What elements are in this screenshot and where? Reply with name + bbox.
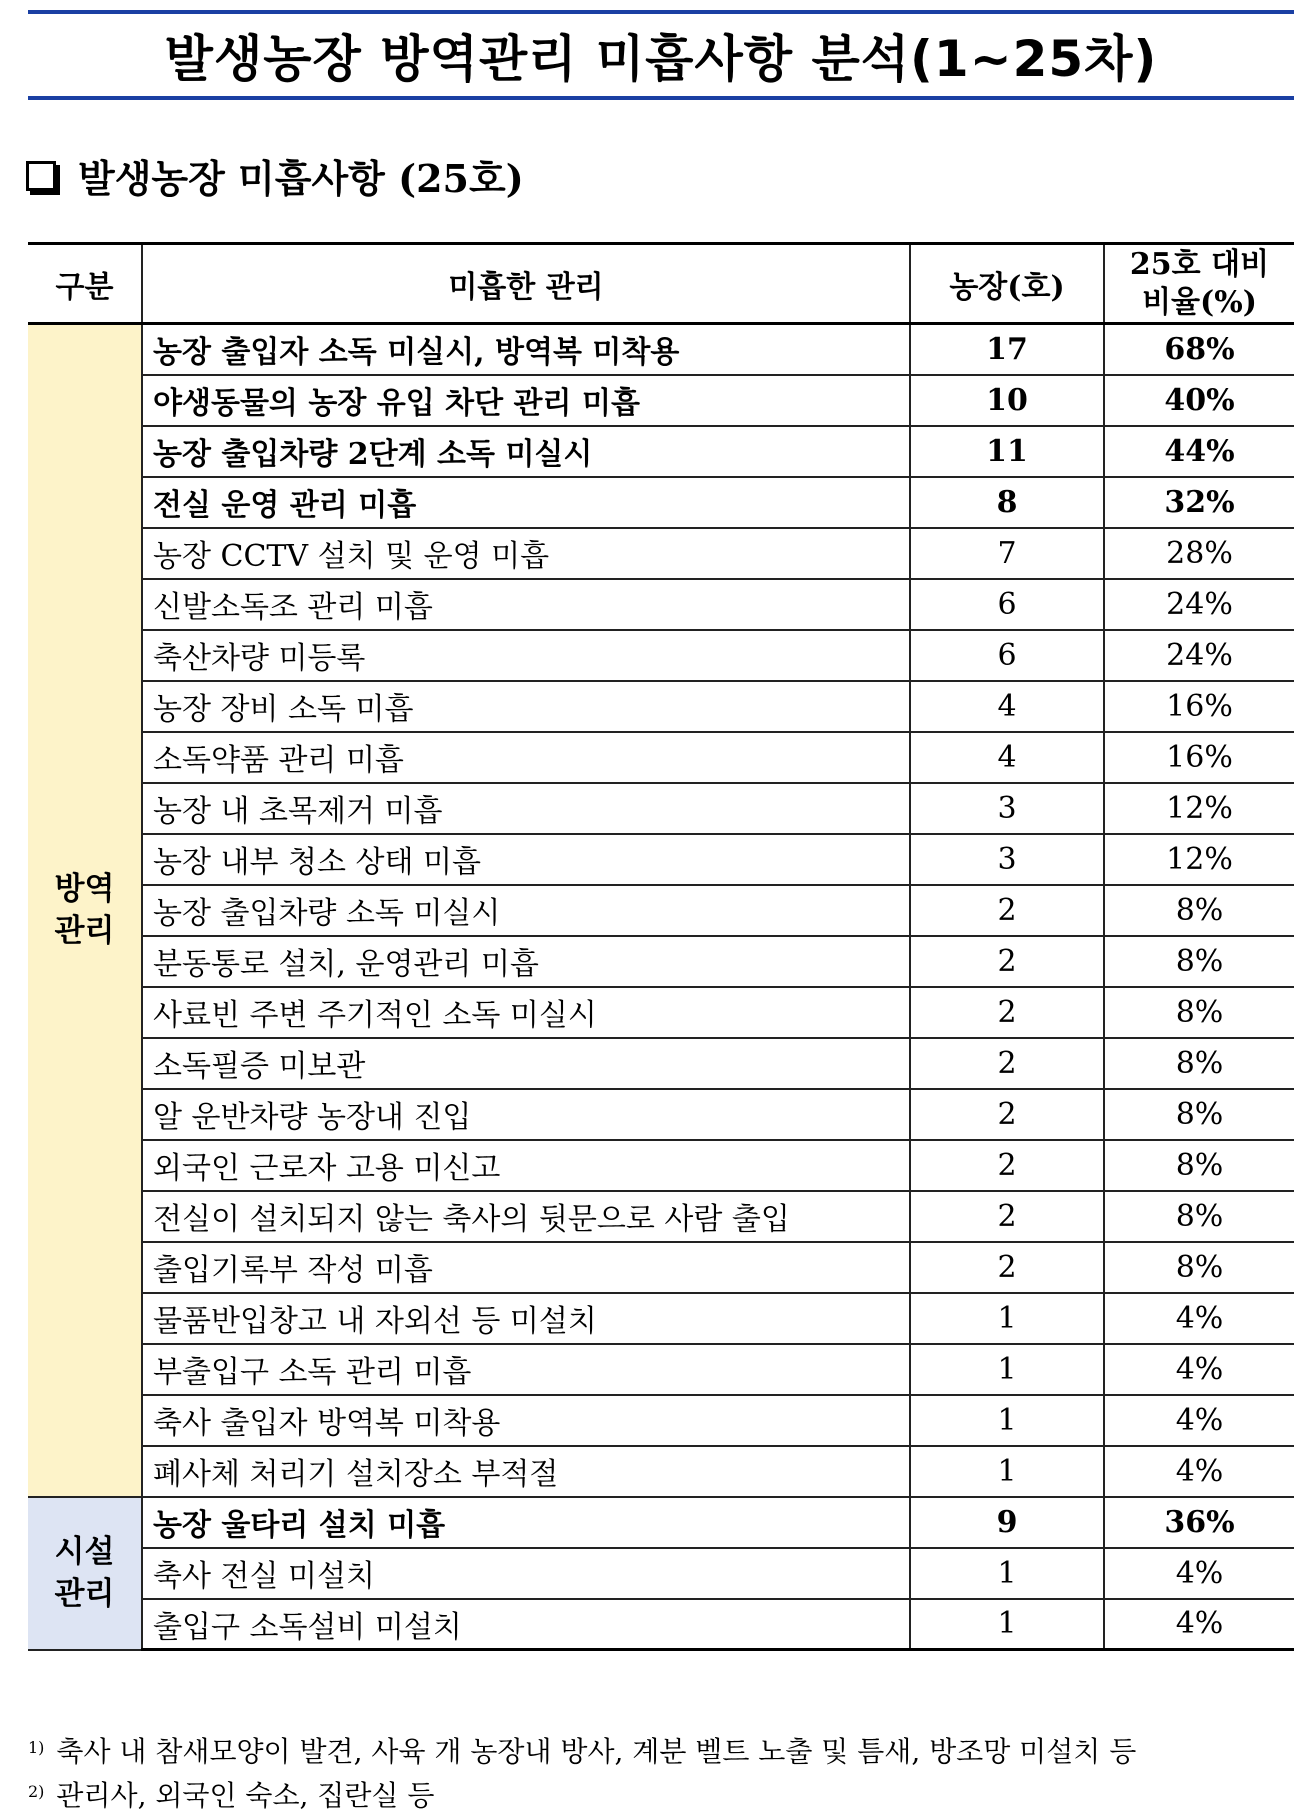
item-cell: 출입구 소독설비 미설치	[142, 1599, 910, 1650]
table-row	[28, 987, 1294, 1038]
category-label-line2: 관리	[54, 1576, 115, 1612]
ratio-cell: 4%	[1104, 1344, 1294, 1395]
farms-cell: 2	[910, 885, 1104, 936]
item-cell: 소독필증 미보관	[142, 1038, 910, 1089]
farms-cell: 2	[910, 1089, 1104, 1140]
ratio-cell: 8%	[1104, 885, 1294, 936]
deficiency-table	[28, 242, 1294, 1651]
table-row	[28, 375, 1294, 426]
farms-cell: 8	[910, 477, 1104, 528]
ratio-cell: 8%	[1104, 1140, 1294, 1191]
table-row	[28, 1344, 1294, 1395]
table-row	[28, 630, 1294, 681]
farms-cell: 7	[910, 528, 1104, 579]
table-row	[28, 1548, 1294, 1599]
farms-cell: 2	[910, 1242, 1104, 1293]
footnote-text: 축사 내 참새모양이 발견, 사육 개 농장내 방사, 계분 벨트 노출 및 틈새, 방조망 미설치 등	[56, 1735, 1137, 1768]
item-cell: 농장 울타리 설치 미흡	[142, 1497, 910, 1548]
footnote	[28, 1732, 1294, 1776]
farms-cell: 1	[910, 1548, 1104, 1599]
farms-cell: 2	[910, 1140, 1104, 1191]
ratio-cell: 8%	[1104, 1038, 1294, 1089]
ratio-cell: 44%	[1104, 426, 1294, 477]
ratio-cell: 8%	[1104, 987, 1294, 1038]
item-cell: 알 운반차량 농장내 진입	[142, 1089, 910, 1140]
item-cell: 부출입구 소독 관리 미흡	[142, 1344, 910, 1395]
farms-cell: 11	[910, 426, 1104, 477]
farms-cell: 10	[910, 375, 1104, 426]
ratio-cell: 40%	[1104, 375, 1294, 426]
table-row	[28, 1242, 1294, 1293]
farms-cell: 1	[910, 1344, 1104, 1395]
table-row	[28, 1395, 1294, 1446]
ratio-cell: 24%	[1104, 579, 1294, 630]
farms-cell: 6	[910, 630, 1104, 681]
table-row	[28, 885, 1294, 936]
item-cell: 농장 장비 소독 미흡	[142, 681, 910, 732]
item-cell: 축사 출입자 방역복 미착용	[142, 1395, 910, 1446]
farms-cell: 1	[910, 1446, 1104, 1497]
title-bar	[28, 10, 1294, 100]
farms-cell: 4	[910, 681, 1104, 732]
table-row	[28, 1293, 1294, 1344]
item-cell: 축사 전실 미설치	[142, 1548, 910, 1599]
ratio-cell: 16%	[1104, 681, 1294, 732]
footnote	[28, 1776, 1294, 1820]
ratio-cell: 68%	[1104, 324, 1294, 375]
ratio-cell: 8%	[1104, 1191, 1294, 1242]
footnote-text: 관리사, 외국인 숙소, 집란실 등	[56, 1779, 435, 1812]
ratio-cell: 32%	[1104, 477, 1294, 528]
table-row	[28, 783, 1294, 834]
category-label-line2: 관리	[54, 913, 115, 950]
item-cell: 농장 출입차량 소독 미실시	[142, 885, 910, 936]
ratio-cell: 16%	[1104, 732, 1294, 783]
table-row	[28, 528, 1294, 579]
table-row	[28, 1446, 1294, 1497]
farms-cell: 1	[910, 1293, 1104, 1344]
table-row	[28, 477, 1294, 528]
ratio-cell: 4%	[1104, 1599, 1294, 1650]
ratio-cell: 8%	[1104, 1242, 1294, 1293]
farms-cell: 3	[910, 834, 1104, 885]
table-row	[28, 1140, 1294, 1191]
section-heading-row	[26, 148, 524, 203]
table-body	[28, 324, 1294, 1650]
farms-cell: 2	[910, 1038, 1104, 1089]
section-heading: 발생농장 미흡사항 (25호)	[78, 156, 524, 201]
table-header-row	[28, 244, 1294, 324]
header-ratio	[1104, 244, 1294, 324]
table-row	[28, 324, 1294, 375]
ratio-cell: 4%	[1104, 1395, 1294, 1446]
item-cell: 야생동물의 농장 유입 차단 관리 미흡	[142, 375, 910, 426]
item-cell: 분동통로 설치, 운영관리 미흡	[142, 936, 910, 987]
farms-cell: 1	[910, 1395, 1104, 1446]
farms-cell: 4	[910, 732, 1104, 783]
table-row	[28, 579, 1294, 630]
item-cell: 농장 내 초목제거 미흡	[142, 783, 910, 834]
ratio-cell: 8%	[1104, 1089, 1294, 1140]
category-label-line1: 방역	[54, 871, 115, 908]
header-item: 미흡한 관리	[142, 244, 910, 324]
footnotes	[28, 1732, 1294, 1820]
item-cell: 농장 내부 청소 상태 미흡	[142, 834, 910, 885]
category-cell	[28, 324, 142, 1497]
farms-cell: 2	[910, 936, 1104, 987]
item-cell: 출입기록부 작성 미흡	[142, 1242, 910, 1293]
table-row	[28, 1191, 1294, 1242]
farms-cell: 17	[910, 324, 1104, 375]
table-row	[28, 681, 1294, 732]
item-cell: 농장 CCTV 설치 및 운영 미흡	[142, 528, 910, 579]
page-title: 발생농장 방역관리 미흡사항 분석(1~25차)	[164, 30, 1158, 88]
ratio-cell: 12%	[1104, 834, 1294, 885]
item-cell: 전실이 설치되지 않는 축사의 뒷문으로 사람 출입	[142, 1191, 910, 1242]
item-cell: 신발소독조 관리 미흡	[142, 579, 910, 630]
table-row	[28, 1497, 1294, 1548]
header-farms: 농장(호)	[910, 244, 1104, 324]
category-label-line1: 시설	[54, 1534, 115, 1570]
header-category: 구분	[28, 244, 142, 324]
ratio-cell: 12%	[1104, 783, 1294, 834]
item-cell: 소독약품 관리 미흡	[142, 732, 910, 783]
item-cell: 물품반입창고 내 자외선 등 미설치	[142, 1293, 910, 1344]
table-row	[28, 732, 1294, 783]
ratio-cell: 4%	[1104, 1446, 1294, 1497]
farms-cell: 3	[910, 783, 1104, 834]
ratio-cell: 24%	[1104, 630, 1294, 681]
farms-cell: 2	[910, 1191, 1104, 1242]
item-cell: 축산차량 미등록	[142, 630, 910, 681]
item-cell: 농장 출입자 소독 미실시, 방역복 미착용	[142, 324, 910, 375]
ratio-cell: 4%	[1104, 1548, 1294, 1599]
category-cell	[28, 1497, 142, 1650]
header-ratio-line2: 비율(%)	[1142, 284, 1257, 320]
farms-cell: 6	[910, 579, 1104, 630]
table-row	[28, 1089, 1294, 1140]
ratio-cell: 8%	[1104, 936, 1294, 987]
ratio-cell: 28%	[1104, 528, 1294, 579]
table-row	[28, 1038, 1294, 1089]
table-row	[28, 834, 1294, 885]
table-row	[28, 936, 1294, 987]
header-ratio-line1: 25호 대비	[1129, 246, 1270, 282]
item-cell: 농장 출입차량 2단계 소독 미실시	[142, 426, 910, 477]
item-cell: 사료빈 주변 주기적인 소독 미실시	[142, 987, 910, 1038]
table-row	[28, 1599, 1294, 1650]
farms-cell: 2	[910, 987, 1104, 1038]
item-cell: 폐사체 처리기 설치장소 부적절	[142, 1446, 910, 1497]
footnote-marker: 2)	[28, 1782, 45, 1801]
farms-cell: 1	[910, 1599, 1104, 1650]
footnote-marker: 1)	[28, 1738, 45, 1757]
farms-cell: 9	[910, 1497, 1104, 1548]
item-cell: 외국인 근로자 고용 미신고	[142, 1140, 910, 1191]
ratio-cell: 36%	[1104, 1497, 1294, 1548]
item-cell: 전실 운영 관리 미흡	[142, 477, 910, 528]
table-row	[28, 426, 1294, 477]
checkbox-icon	[26, 161, 56, 191]
ratio-cell: 4%	[1104, 1293, 1294, 1344]
